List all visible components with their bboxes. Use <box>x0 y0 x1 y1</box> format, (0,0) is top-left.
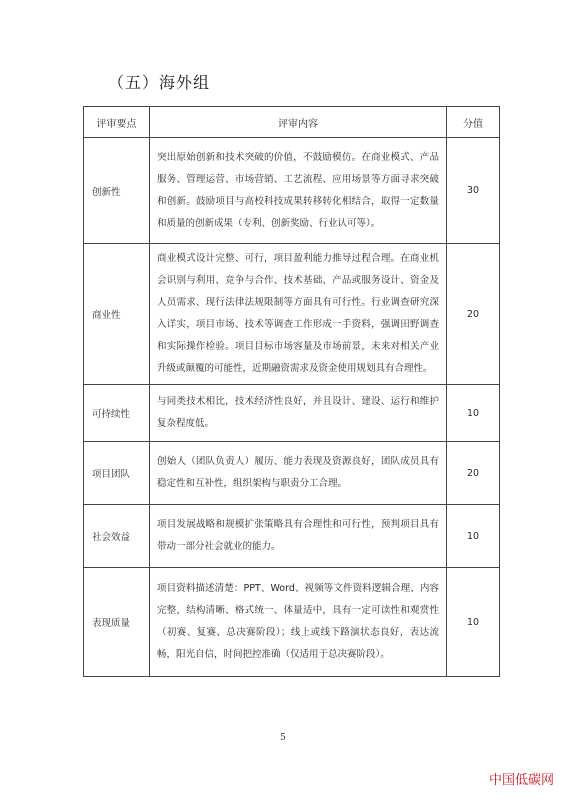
criterion-score: 20 <box>447 442 500 505</box>
criterion-name: 项目团队 <box>84 442 150 505</box>
criterion-name: 可持续性 <box>84 385 150 442</box>
table-row <box>84 244 500 385</box>
page-number: 5 <box>280 733 286 743</box>
criterion-score: 10 <box>447 385 500 442</box>
criterion-score: 30 <box>447 138 500 244</box>
evaluation-table <box>83 106 500 677</box>
criterion-content: 与同类技术相比，技术经济性良好，并且设计、建设、运行和维护复杂程度低。 <box>150 385 447 442</box>
header-content: 评审内容 <box>150 107 447 138</box>
table-row <box>84 138 500 244</box>
criterion-name: 社会效益 <box>84 505 150 568</box>
section-title: （五）海外组 <box>108 73 211 92</box>
criterion-name: 创新性 <box>84 138 150 244</box>
header-key: 评审要点 <box>84 107 150 138</box>
table-row <box>84 385 500 442</box>
criterion-content: 项目资料描述清楚：PPT、Word、视频等文件资料逻辑合理、内容完整，结构清晰、格式统一、体量适中，具有一定可读性和观赏性（初赛、复赛、总决赛阶段）；线上或线下路演状态良好，表达流畅，阳光自信，时间把控准确（仅适用于总决赛阶段）。 <box>150 568 447 677</box>
criterion-name: 商业性 <box>84 244 150 385</box>
table-header-row <box>84 107 500 138</box>
criterion-score: 10 <box>447 505 500 568</box>
criterion-score: 20 <box>447 244 500 385</box>
table-row <box>84 568 500 677</box>
criterion-content: 突出原始创新和技术突破的价值，不鼓励模仿。在商业模式、产品服务、管理运营、市场营销、工艺流程、应用场景等方面寻求突破和创新。鼓励项目与高校科技成果转移转化相结合，取得一定数量和质量的创新成果（专利、创新奖励、行业认可等）。 <box>150 138 447 244</box>
criterion-name: 表现质量 <box>84 568 150 677</box>
criterion-content: 项目发展战略和规模扩张策略具有合理性和可行性，预判项目具有带动一部分社会就业的能力。 <box>150 505 447 568</box>
header-score: 分值 <box>447 107 500 138</box>
table-row <box>84 442 500 505</box>
watermark-logo: 中国低碳网 <box>488 773 554 788</box>
table-row <box>84 505 500 568</box>
criterion-content: 商业模式设计完整、可行，项目盈利能力推导过程合理。在商业机会识别与利用、竞争与合作、技术基础、产品或服务设计、资金及人员需求、现行法律法规限制等方面具有可行性。行业调查研究深入详实，项目市场、技术等调查工作形成一手资料，强调田野调查和实际操作检验。项目目标市场容量及市场前景，未来对相关产业升级或颠覆的可能性，近期融资需求及资金使用规划具有合理性。 <box>150 244 447 385</box>
criterion-content: 创始人（团队负责人）履历、能力表现及资源良好，团队成员具有稳定性和互补性，组织架构与职责分工合理。 <box>150 442 447 505</box>
criterion-score: 10 <box>447 568 500 677</box>
